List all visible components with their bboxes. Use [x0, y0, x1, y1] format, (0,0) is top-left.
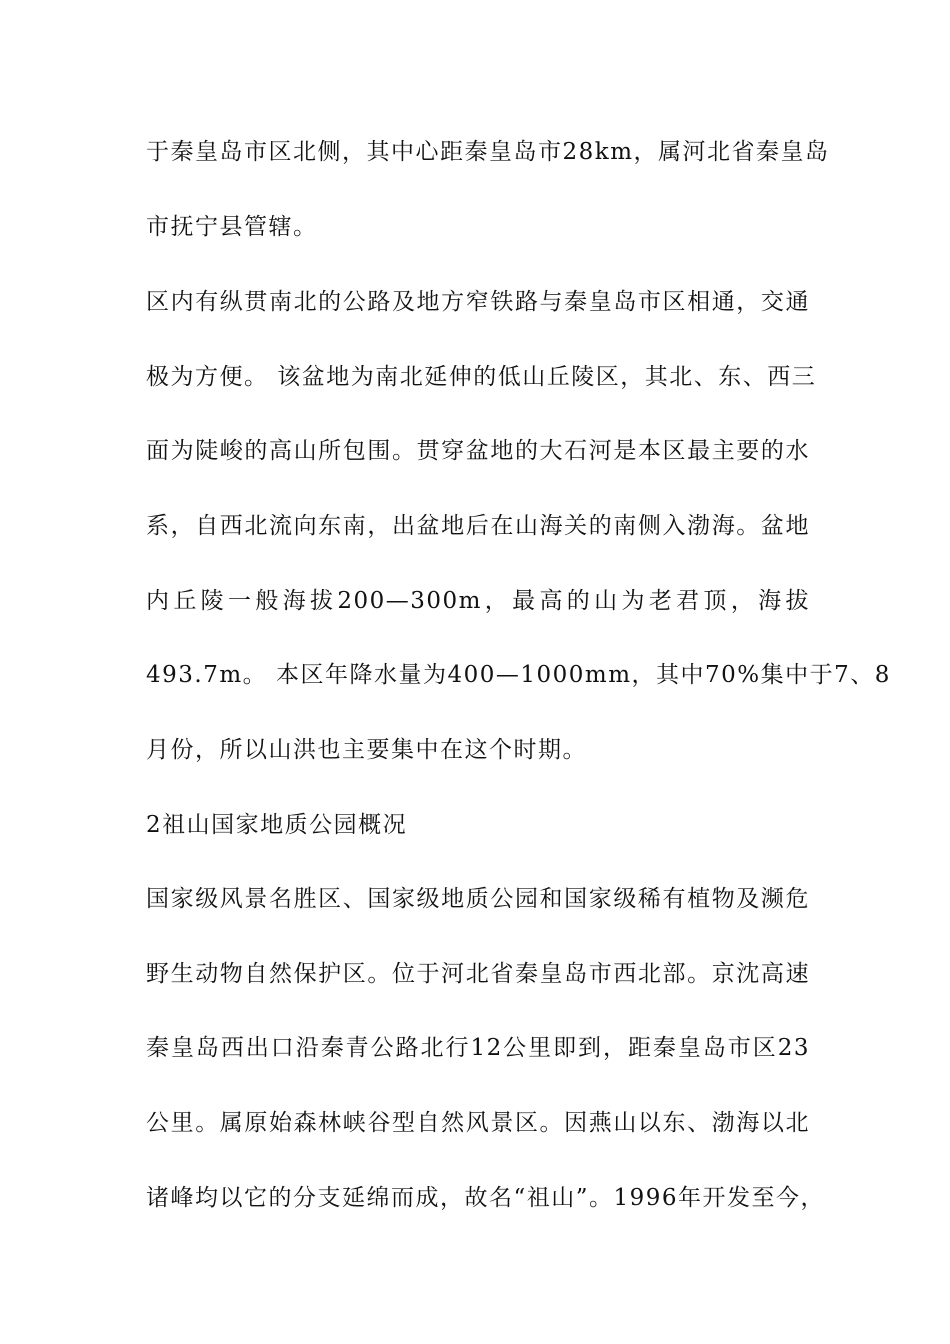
text-line-6: 系，自西北流向东南，出盆地后在山海关的南侧入渤海。盆地	[146, 513, 810, 539]
text-line-7: 内丘陵一般海拔200—300m，最高的山为老君顶，海拔	[146, 588, 810, 614]
text-line-13: 秦皇岛西出口沿秦青公路北行12公里即到，距秦皇岛市区23	[146, 1035, 810, 1061]
text-line-11: 国家级风景名胜区、国家级地质公园和国家级稀有植物及濒危	[146, 886, 810, 912]
text-line-9: 月份，所以山洪也主要集中在这个时期。	[146, 737, 587, 763]
text-line-3: 区内有纵贯南北的公路及地方窄铁路与秦皇岛市区相通，交通	[146, 289, 810, 315]
text-line-2: 市抚宁县管辖。	[146, 214, 318, 240]
text-line-1: 于秦皇岛市区北侧，其中心距秦皇岛市28km，属河北省秦皇岛	[146, 139, 830, 165]
section-heading: 2祖山国家地质公园概况	[146, 812, 408, 838]
text-line-12: 野生动物自然保护区。位于河北省秦皇岛市西北部。京沈高速	[146, 961, 810, 987]
text-line-5: 面为陡峻的高山所包围。贯穿盆地的大石河是本区最主要的水	[146, 438, 810, 464]
text-line-4: 极为方便。 该盆地为南北延伸的低山丘陵区，其北、东、西三	[146, 364, 817, 390]
text-line-14: 公里。属原始森林峡谷型自然风景区。因燕山以东、渤海以北	[146, 1110, 810, 1136]
text-line-8: 493.7m。 本区年降水量为400—1000mm，其中70%集中于7、8	[146, 662, 891, 688]
text-line-15: 诸峰均以它的分支延绵而成，故名“祖山”。1996年开发至今，	[146, 1185, 826, 1211]
